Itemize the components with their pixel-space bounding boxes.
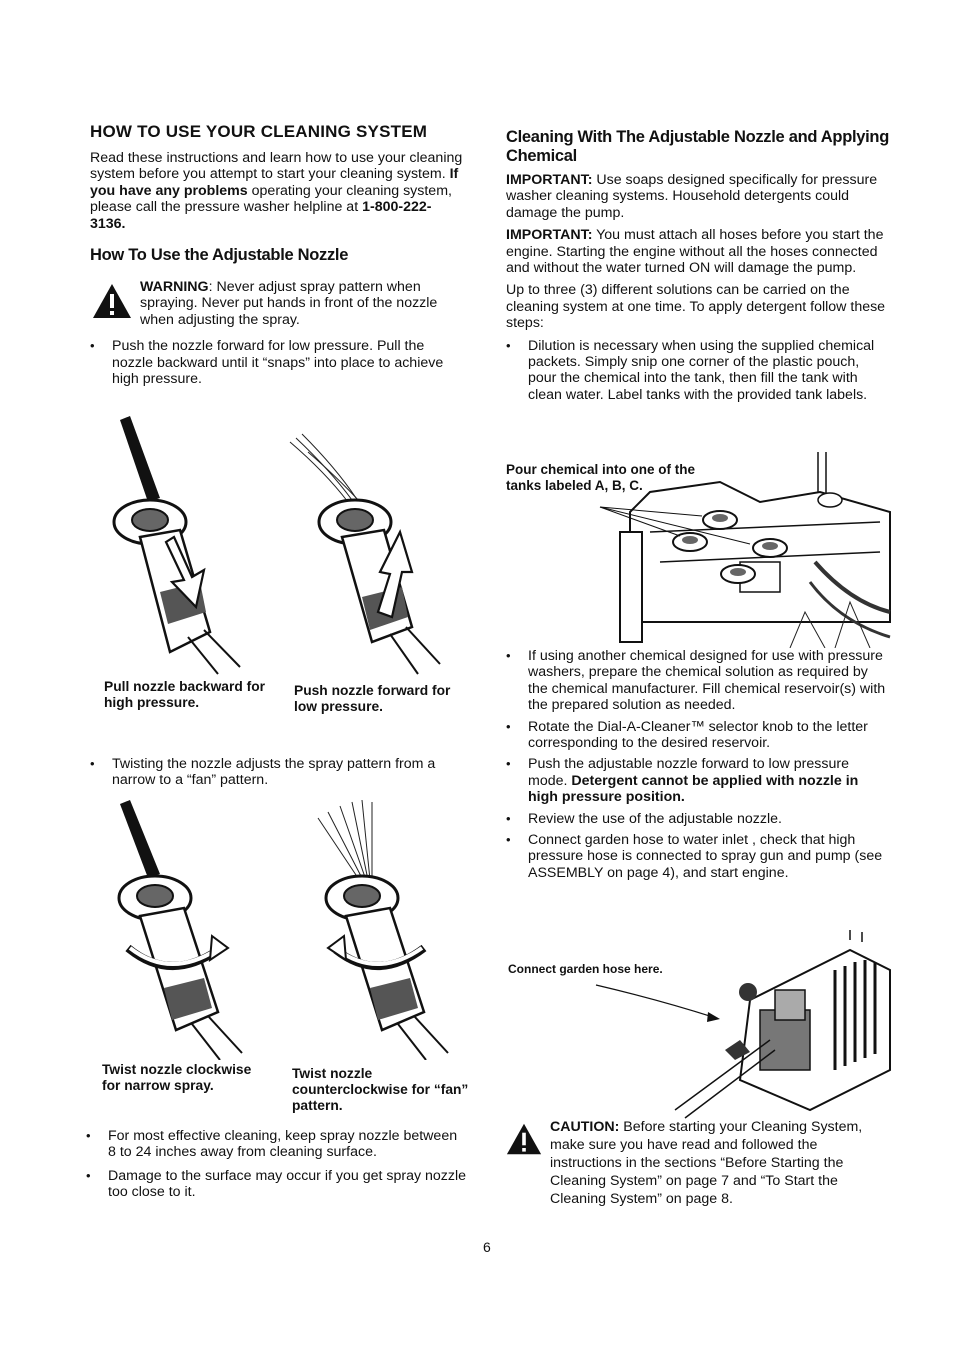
caption-garden-hose: Connect garden hose here.: [508, 962, 663, 976]
caption-twist-counterclockwise: Twist nozzle counterclockwise for “fan” pattern.: [292, 1066, 469, 1113]
bullet-connect-hose: • Connect garden hose to water inlet , check that high pressure hose is connected to spray gun and pump (see ASSEMBLY on page 4), and start engine.: [506, 832, 891, 881]
chemical-tanks-illustration: [590, 452, 895, 648]
nozzle-heading: How To Use the Adjustable Nozzle: [90, 246, 349, 265]
bullet-twist: • Twisting the nozzle adjusts the spray pattern from a narrow to a “fan” pattern.: [90, 756, 465, 789]
caption-tanks: Pour chemical into one of the tanks labeled A, B, C.: [506, 462, 696, 493]
bullet-push-low-pressure: [506, 756, 891, 805]
twist-clockwise-drawing: [119, 800, 242, 1060]
caution-block: [506, 1118, 891, 1208]
dilution-list: [506, 338, 891, 404]
bullet-rotate-selector: • Rotate the Dial-A-Cleaner™ selector knob to the letter corresponding to the desired reservoir.: [506, 719, 891, 752]
push-low-bold: Detergent cannot be applied with nozzle in high pressure position.: [528, 772, 859, 806]
important-label-2: IMPORTANT:: [506, 227, 593, 244]
pump-illustration: [590, 930, 895, 1120]
caution-text: Before starting your Cleaning System, make sure you have read and followed the instructions in the sections “Before Starting the Cleaning System” on page 7 and “To Start the Cleaning System” on page 8.: [550, 1119, 863, 1207]
bullet-distance: • For most effective cleaning, keep spray nozzle between 8 to 24 inches away from cleaning surface.: [86, 1128, 466, 1161]
helpline-number: 1-800-222-3136.: [90, 199, 432, 232]
intro-text-bold: If you have any problems: [90, 166, 459, 199]
intro-text-2: operating your cleaning system, please call the pressure washer helpline at: [90, 182, 452, 216]
caption-twist-clockwise: Twist nozzle clockwise for narrow spray.: [102, 1062, 252, 1093]
left-column: [90, 122, 465, 387]
right-column: [506, 128, 891, 403]
nozzle-twist-illustration: [100, 798, 460, 1060]
push-low-text: Push the adjustable nozzle forward to low pressure mode.: [528, 756, 849, 789]
caution-triangle-icon: [506, 1121, 542, 1157]
important-paragraph-1: [506, 172, 891, 221]
warning-label: WARNING: [140, 279, 209, 296]
section-heading: HOW TO USE YOUR CLEANING SYSTEM: [90, 122, 428, 141]
important-paragraph-2: [506, 227, 891, 276]
caption-pull-nozzle: Pull nozzle backward for high pressure.: [104, 679, 265, 710]
push-pull-list: [90, 338, 465, 387]
important-label-1: IMPORTANT:: [506, 172, 593, 188]
bullet-other-chemical: • If using another chemical designed for use with pressure washers, prepare the chemical solution as required by the chemical manufacturer. Fill chemical reservoir(s) with the prepared solution as needed.: [506, 648, 891, 714]
push-nozzle-drawing: [290, 434, 440, 674]
chemical-heading: Cleaning With The Adjustable Nozzle and Applying Chemical: [506, 128, 889, 165]
up-to-three-paragraph: Up to three (3) different solutions can be carried on the cleaning system at one time. To apply detergent follow these steps:: [506, 282, 886, 332]
pull-nozzle-drawing: [114, 416, 240, 674]
right-column-lower: [506, 648, 891, 881]
bullet-dilution: • Dilution is necessary when using the supplied chemical packets. Simply snip one corner of the plastic pouch, pour the chemical into the tank, then fill the tank with clean water. Label tanks with the provided tank labels.: [506, 338, 891, 404]
caption-push-nozzle: Push nozzle forward for low pressure.: [294, 683, 451, 714]
warning-block: [90, 279, 465, 328]
twist-counterclockwise-drawing: [318, 800, 448, 1060]
caution-label: CAUTION:: [550, 1119, 620, 1135]
intro-paragraph: [90, 150, 465, 232]
bullet-review-nozzle: • Review the use of the adjustable nozzle.: [506, 811, 891, 827]
twist-list: [90, 756, 465, 789]
page-number: 6: [483, 1239, 491, 1255]
warning-triangle-icon: [92, 283, 132, 319]
warning-text: : Never adjust spray pattern when spraying. Never put hands in front of the nozzle when adjusting the spray.: [140, 279, 438, 328]
intro-text-1: Read these instructions and learn how to use your cleaning system before you attempt to start your cleaning system.: [90, 150, 463, 183]
important-text-2: You must attach all hoses before you start the engine. Starting the engine without all the hoses connected and without the water turned ON will damage the pump.: [506, 227, 884, 277]
distance-list: [86, 1128, 466, 1201]
bullet-damage: • Damage to the surface may occur if you get spray nozzle too close to it.: [86, 1168, 466, 1201]
bullet-push-pull: • Push the nozzle forward for low pressure. Pull the nozzle backward until it “snaps” into place to achieve high pressure.: [90, 338, 465, 387]
nozzle-push-pull-illustration: [100, 412, 460, 677]
chemical-steps-list: [506, 648, 891, 881]
important-text-1: Use soaps designed specifically for pressure washer cleaning systems. Household detergents could damage the pump.: [506, 172, 878, 221]
